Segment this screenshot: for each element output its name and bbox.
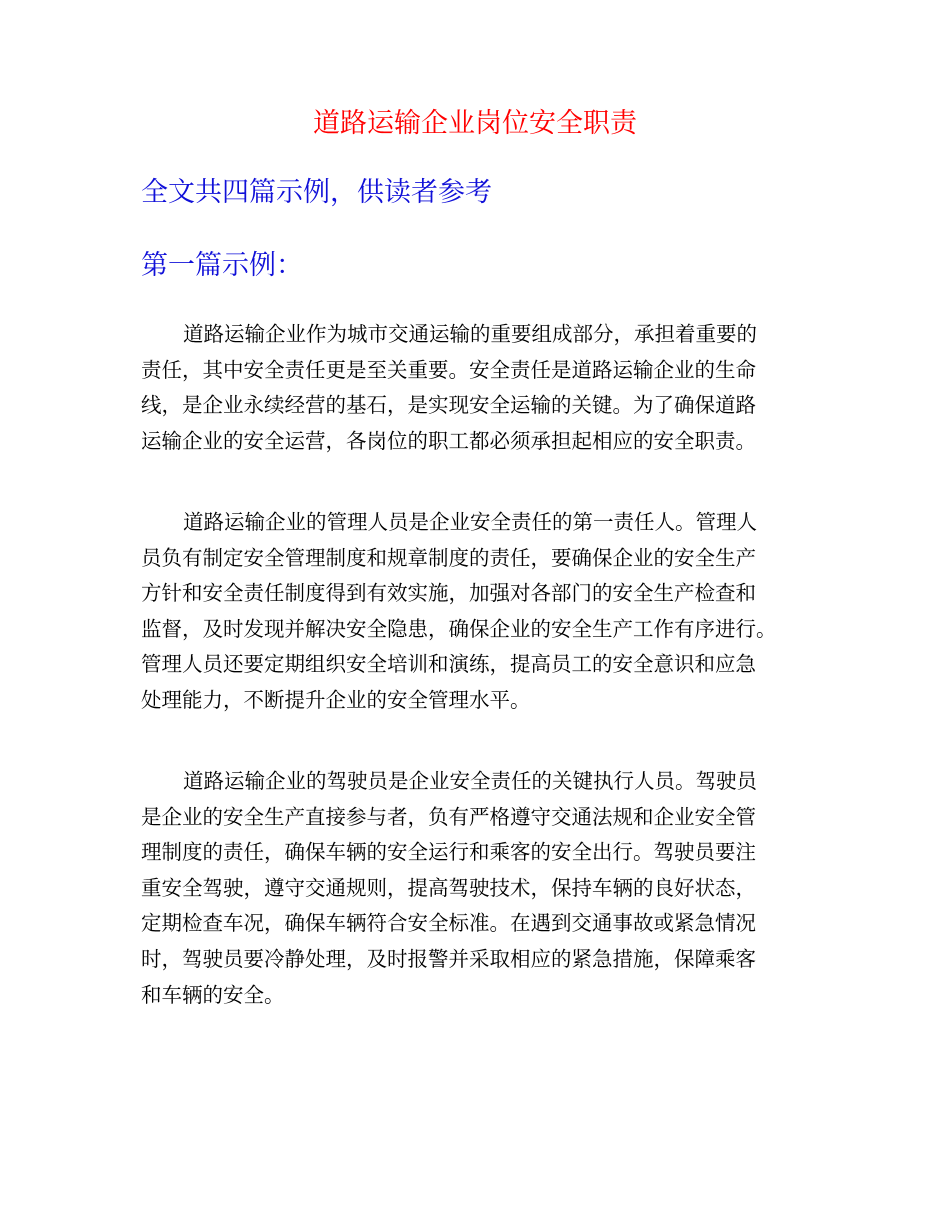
paragraph-line: 道路运输企业的管理人员是企业安全责任的第一责任人。管理人 [183,510,757,534]
paragraph-1 [141,317,841,459]
paragraph-line: 员负有制定安全管理制度和规章制度的责任，要确保企业的安全生产 [141,545,756,570]
paragraph-line: 线，是企业永续经营的基石，是实现安全运输的关键。为了确保道路 [141,393,756,418]
paragraph-line: 是企业的安全生产直接参与者，负有严格遵守交通法规和企业安全管 [141,804,756,829]
paragraph-line: 监督，及时发现并解决安全隐患，确保企业的安全生产工作有序进行。 [141,616,777,641]
paragraph-line: 和车辆的安全。 [141,982,285,1007]
paragraph-line: 处理能力，不断提升企业的安全管理水平。 [141,687,531,712]
paragraph-line: 责任，其中安全责任更是至关重要。安全责任是道路运输企业的生命 [141,357,756,382]
paragraph-line: 道路运输企业的驾驶员是企业安全责任的关键执行人员。驾驶员 [183,769,757,793]
section-heading: 第一篇示例： [141,250,303,281]
paragraph-line: 重安全驾驶，遵守交通规则，提高驾驶技术，保持车辆的良好状态， [141,875,756,900]
paragraph-2 [141,505,841,719]
paragraph-line: 管理人员还要定期组织安全培训和演练，提高员工的安全意识和应急 [141,652,756,677]
paragraph-line: 时，驾驶员要冷静处理，及时报警并采取相应的紧急措施，保障乘客 [141,946,756,971]
paragraph-line: 方针和安全责任制度得到有效实施，加强对各部门的安全生产检查和 [141,581,756,606]
paragraph-line: 运输企业的安全运营，各岗位的职工都必须承担起相应的安全职责。 [141,428,756,453]
paragraph-3 [141,764,841,1013]
paragraph-line: 道路运输企业作为城市交通运输的重要组成部分，承担着重要的 [183,322,757,346]
paragraph-line: 定期检查车况，确保车辆符合安全标准。在遇到交通事故或紧急情况 [141,911,756,936]
paragraph-line: 理制度的责任，确保车辆的安全运行和乘客的安全出行。驾驶员要注 [141,840,756,865]
document-title: 道路运输企业岗位安全职责 [313,108,637,139]
intro-heading: 全文共四篇示例，供读者参考 [141,177,492,208]
